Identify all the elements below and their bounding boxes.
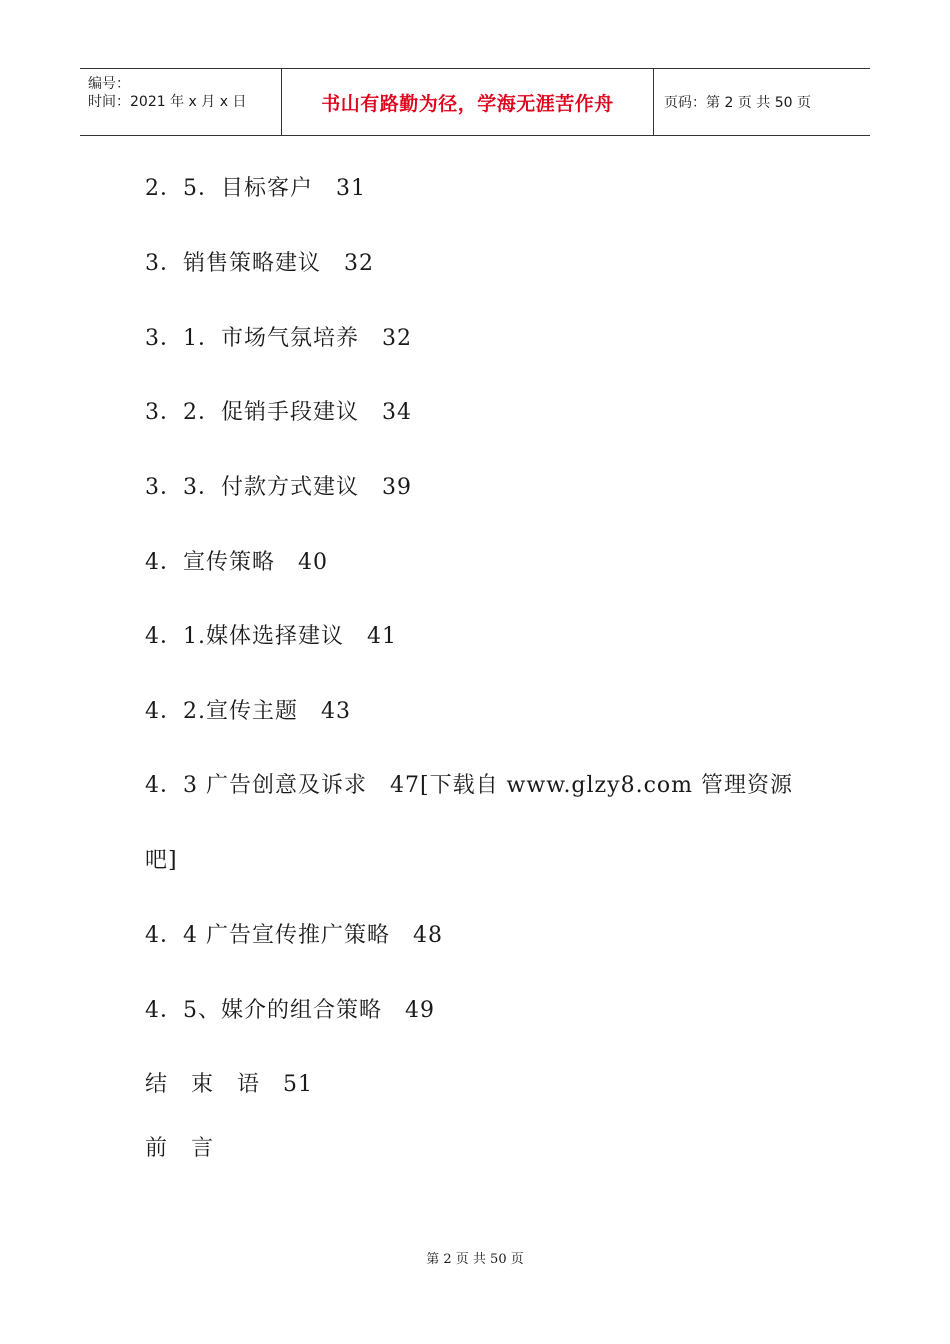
toc-line: 4．1.媒体选择建议 41	[145, 624, 397, 649]
toc-line: 4．4 广告宣传推广策略 48	[145, 923, 443, 948]
toc-line: 3．1．市场气氛培养 32	[145, 326, 412, 351]
header-middle-cell	[282, 69, 654, 135]
header-page-info: 页码：第 2 页 共 50 页	[664, 95, 811, 111]
document-time-label: 时间：2021 年 x 月 x 日	[88, 94, 247, 110]
toc-line: 4．3 广告创意及诉求 47[下载自 www.glzy8.com 管理资源	[145, 773, 793, 798]
toc-line: 2．5．目标客户 31	[145, 176, 366, 201]
toc-line: 结 束 语 51	[145, 1072, 313, 1097]
toc-line: 4．5、媒介的组合策略 49	[145, 998, 435, 1023]
document-number-label: 编号：	[88, 76, 130, 92]
footer-page-number: 第 2 页 共 50 页	[426, 1252, 524, 1267]
page-header	[80, 68, 870, 136]
toc-line: 3．销售策略建议 32	[145, 251, 374, 276]
toc-line: 4．2.宣传主题 43	[145, 699, 351, 724]
toc-line: 前 言	[145, 1136, 215, 1161]
toc-line: 3．3．付款方式建议 39	[145, 475, 412, 500]
page-footer	[0, 1248, 950, 1267]
toc-line: 4．宣传策略 40	[145, 550, 328, 575]
toc-line: 3．2．促销手段建议 34	[145, 400, 412, 425]
toc-line: 吧]	[145, 848, 178, 873]
header-left-cell	[80, 69, 282, 135]
header-motto: 书山有路勤为径，学海无涯苦作舟	[321, 92, 614, 115]
header-right-cell	[654, 69, 870, 135]
